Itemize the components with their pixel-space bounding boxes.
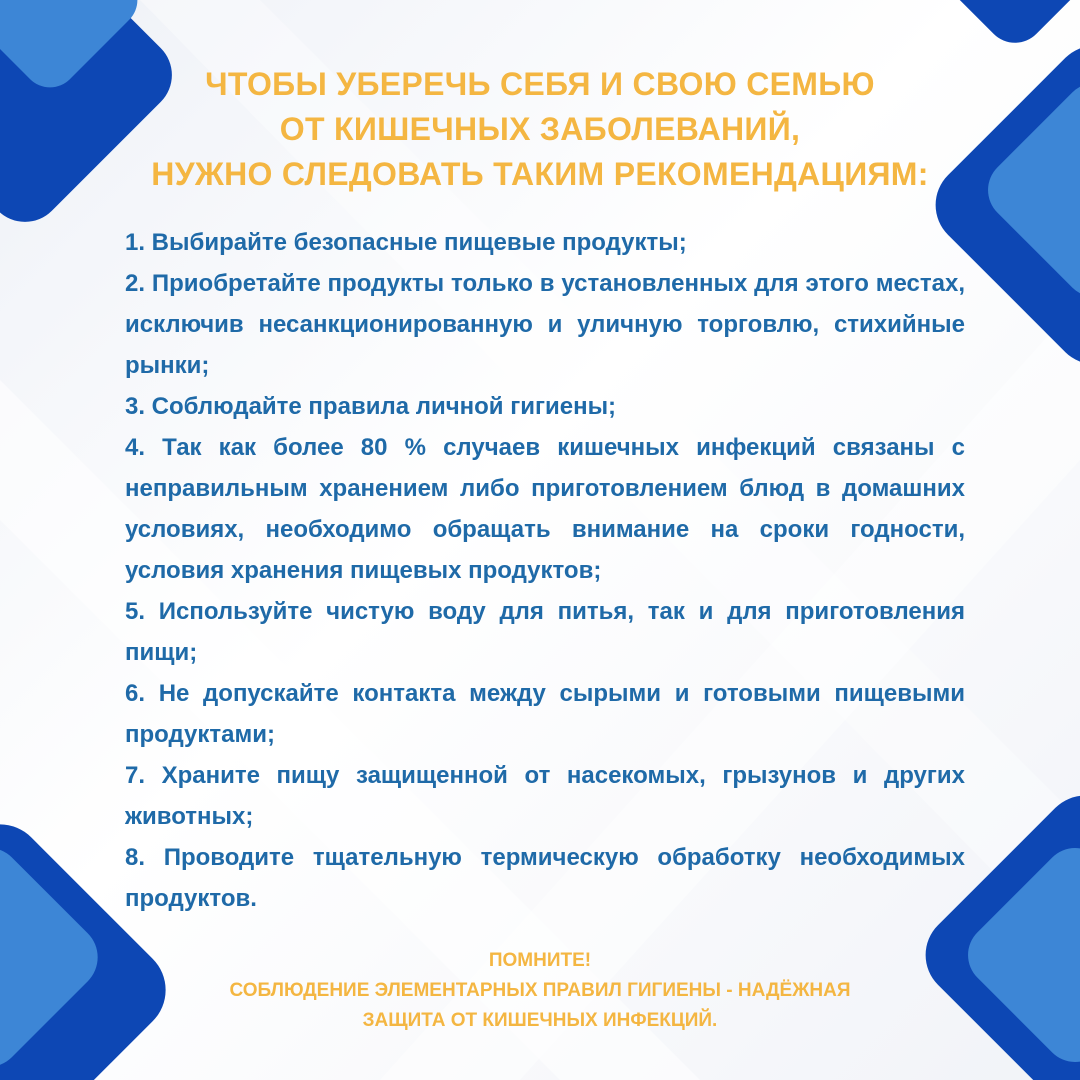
recommendation-item: 6. Не допускайте контакта между сырыми и готовыми пищевыми продуктами;	[125, 680, 965, 748]
footer-heading: ПОМНИТЕ!	[488, 950, 592, 971]
recommendation-item: 4. Так как более 80 % случаев кишечных инфекций связаны с неправильным хранением либо приготовлением блюд в домашних условиях, необходимо обращать внимание на сроки годности, условия хранения пищевых продуктов;	[125, 434, 965, 584]
page-title	[90, 62, 990, 197]
title-line: ЧТОБЫ УБЕРЕЧЬ СЕБЯ И СВОЮ СЕМЬЮ	[205, 66, 875, 102]
recommendation-item: 7. Храните пищу защищенной от насекомых, грызунов и других животных;	[125, 762, 965, 830]
top-right-diamond-shape	[895, 0, 1080, 55]
footer-line: ЗАЩИТА ОТ КИШЕЧНЫХ ИНФЕКЦИЙ.	[362, 1010, 718, 1031]
title-line: НУЖНО СЛЕДОВАТЬ ТАКИМ РЕКОМЕНДАЦИЯМ:	[151, 156, 929, 192]
recommendation-item: 1. Выбирайте безопасные пищевые продукты;	[125, 229, 687, 256]
title-line: ОТ КИШЕЧНЫХ ЗАБОЛЕВАНИЙ,	[279, 111, 801, 147]
footer-reminder	[140, 946, 940, 1036]
recommendations-list	[125, 222, 965, 919]
recommendation-item: 3. Соблюдайте правила личной гигиены;	[125, 393, 617, 420]
recommendation-item: 8. Проводите тщательную термическую обработку необходимых продуктов.	[125, 844, 965, 912]
recommendation-item: 2. Приобретайте продукты только в установленных для этого местах, исключив несанкционированную и уличную торговлю, стихийные рынки;	[125, 270, 965, 379]
recommendation-item: 5. Используйте чистую воду для питья, так и для приготовления пищи;	[125, 598, 965, 666]
footer-line: СОБЛЮДЕНИЕ ЭЛЕМЕНТАРНЫХ ПРАВИЛ ГИГИЕНЫ - НАДЁЖНАЯ	[229, 980, 851, 1001]
